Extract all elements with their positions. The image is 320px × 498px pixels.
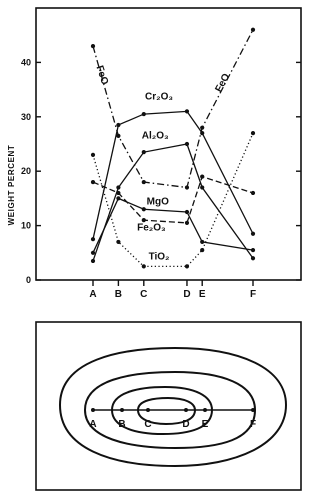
profile-point-label: D <box>182 419 190 430</box>
markers-group <box>91 28 255 269</box>
y-tick-label: 40 <box>20 57 31 68</box>
x-ticks <box>89 280 256 300</box>
series-label-feo-right: FeO <box>213 71 233 95</box>
series-line-feo <box>93 30 253 188</box>
chart-panel <box>7 8 301 300</box>
profile-point <box>146 408 150 412</box>
data-point-mgo <box>91 251 95 255</box>
y-tick-label: 20 <box>20 166 31 177</box>
profile-panel <box>36 322 301 490</box>
profile-point <box>120 408 124 412</box>
profile-point-label: F <box>249 419 257 430</box>
series-label-mgo: MgO <box>146 196 169 208</box>
data-point-tio2 <box>200 248 204 252</box>
data-point-feo <box>91 44 95 48</box>
data-point-cr2o3 <box>200 131 204 135</box>
data-point-cr2o3 <box>116 123 120 127</box>
plot-frame <box>36 8 301 280</box>
data-point-fe2o3 <box>251 191 255 195</box>
data-point-feo <box>142 180 146 184</box>
data-point-cr2o3 <box>91 237 95 241</box>
data-point-al2o3 <box>91 259 95 263</box>
data-point-tio2 <box>142 264 146 268</box>
data-point-feo <box>251 28 255 32</box>
series-group <box>93 30 253 267</box>
data-point-tio2 <box>116 240 120 244</box>
profile-point <box>184 408 188 412</box>
data-point-feo <box>200 126 204 130</box>
x-tick-label: F <box>249 289 257 300</box>
data-point-al2o3 <box>251 256 255 260</box>
data-point-fe2o3 <box>200 175 204 179</box>
x-tick-label: C <box>140 289 148 300</box>
data-point-cr2o3 <box>251 232 255 236</box>
data-point-al2o3 <box>200 185 204 189</box>
data-point-tio2 <box>251 131 255 135</box>
data-point-cr2o3 <box>185 109 189 113</box>
y-tick-label: 0 <box>25 275 31 285</box>
series-labels <box>93 64 232 262</box>
series-label-al2o3: Al₂O₃ <box>141 130 169 142</box>
data-point-fe2o3 <box>91 180 95 184</box>
series-label-feo: FeO <box>93 64 110 87</box>
series-label-tio2: TiO₂ <box>148 251 170 263</box>
x-tick-label: A <box>89 289 97 300</box>
profile-point-label: A <box>89 419 97 430</box>
data-point-feo <box>185 185 189 189</box>
profile-point <box>203 408 207 412</box>
profile-point <box>251 408 255 412</box>
data-point-al2o3 <box>116 185 120 189</box>
profile-point-label: E <box>201 419 209 430</box>
series-label-cr2o3: Cr₂O₃ <box>145 91 174 103</box>
x-tick-label: E <box>198 289 206 300</box>
data-point-mgo <box>200 240 204 244</box>
y-tick-label: 10 <box>20 220 31 231</box>
x-tick-label: B <box>114 289 123 300</box>
data-point-mgo <box>116 196 120 200</box>
series-line-cr2o3 <box>93 111 253 239</box>
data-point-tio2 <box>91 153 95 157</box>
data-point-mgo <box>142 207 146 211</box>
y-axis-label: WEIGHT PERCENT <box>7 144 16 226</box>
data-point-feo <box>116 134 120 138</box>
data-point-fe2o3 <box>116 191 120 195</box>
profile-point-label: B <box>118 419 126 430</box>
data-point-cr2o3 <box>142 112 146 116</box>
profile-point <box>91 408 95 412</box>
data-point-fe2o3 <box>185 221 189 225</box>
data-point-mgo <box>251 248 255 252</box>
data-point-al2o3 <box>142 150 146 154</box>
profile-point-label: C <box>144 419 152 430</box>
x-tick-label: D <box>183 289 191 300</box>
data-point-al2o3 <box>185 142 189 146</box>
data-point-tio2 <box>185 264 189 268</box>
y-tick-label: 30 <box>20 111 31 122</box>
data-point-mgo <box>185 210 189 214</box>
series-label-fe2o3: Fe₂O₃ <box>137 222 166 234</box>
